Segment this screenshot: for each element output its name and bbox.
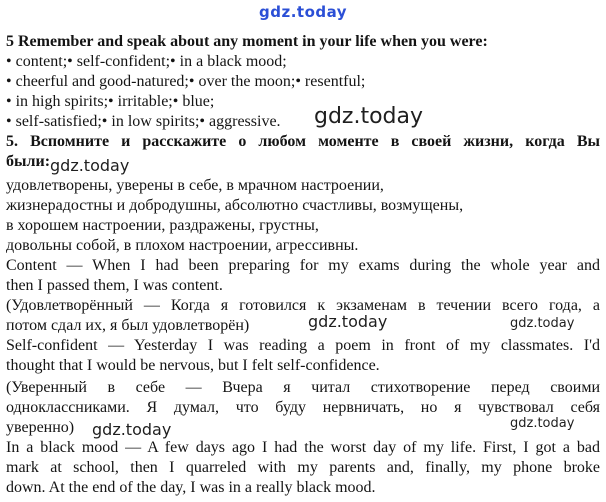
answer-confident-en-line-1: Self-confident — Yesterday I was reading a poem in front of my classmates. I'd xyxy=(6,337,600,354)
watermark-1: gdz.today xyxy=(314,104,424,129)
answer-content-ru-line-1: (Удовлетворённый — Когда я готовился к экзаменам в течении всего года, а xyxy=(6,297,600,314)
answer-black-mood-en-line-2: mark at school, then I quarreled with my parents and, finally, my phone broke xyxy=(6,459,600,476)
watermark-3: gdz.today xyxy=(308,312,388,331)
watermark-2: gdz.today xyxy=(50,156,130,175)
answer-content-en-line-2: then I passed them, I was content. xyxy=(6,277,223,294)
watermark-6: gdz.today xyxy=(510,416,575,431)
watermark-4: gdz.today xyxy=(510,316,575,331)
task-items-en-line-1: • content;• self-confident;• in a black mood; xyxy=(6,53,287,70)
answer-content-ru-line-2: потом сдал их, я был удовлетворён) xyxy=(6,317,250,334)
task-heading-ru-line-1: 5. Вспомните и расскажите о любом моменте в своей жизни, когда Вы xyxy=(6,133,600,150)
answer-content-en-line-1: Content — When I had been preparing for my exams during the whole year and xyxy=(6,257,600,274)
answer-confident-ru-line-3: уверенно) xyxy=(6,419,75,436)
task-items-ru-line-2: жизнерадостны и добродушны, абсолютно счастливы, возмущены, xyxy=(6,197,464,214)
task-items-ru-line-4: довольны собой, в плохом настроении, агрессивны. xyxy=(6,237,359,254)
answer-confident-ru-line-2: одноклассниками. Я думал, что буду нервничать, но я чувствовал себя xyxy=(6,399,600,416)
task-items-ru-line-3: в хорошем настроении, раздражены, грустны, xyxy=(6,217,319,234)
task-items-en-line-2: • cheerful and good-natured;• over the moon;• resentful; xyxy=(6,73,366,90)
watermark-top: gdz.today xyxy=(259,3,348,21)
answer-black-mood-en-line-3: down. At the end of the day, I was in a really black mood. xyxy=(6,479,376,496)
watermark-5: gdz.today xyxy=(92,420,172,439)
task-heading-ru-line-2: были: xyxy=(6,153,51,170)
task-items-en-line-3: • in high spirits;• irritable;• blue; xyxy=(6,93,215,110)
answer-confident-en-line-2: thought that I would be nervous, but I felt self-confidence. xyxy=(6,357,380,374)
answer-confident-ru-line-1: (Уверенный в себе — Вчера я читал стихотворение перед своими xyxy=(6,379,600,396)
answer-black-mood-en-line-1: In a black mood — A few days ago I had the worst day of my life. First, I got a bad xyxy=(6,439,600,456)
task-items-en-line-4: • self-satisfied;• in low spirits;• aggressive. xyxy=(6,113,281,130)
task-heading-en: 5 Remember and speak about any moment in your life when you were: xyxy=(6,33,488,50)
task-items-ru-line-1: удовлетворены, уверены в себе, в мрачном настроении, xyxy=(6,177,384,194)
